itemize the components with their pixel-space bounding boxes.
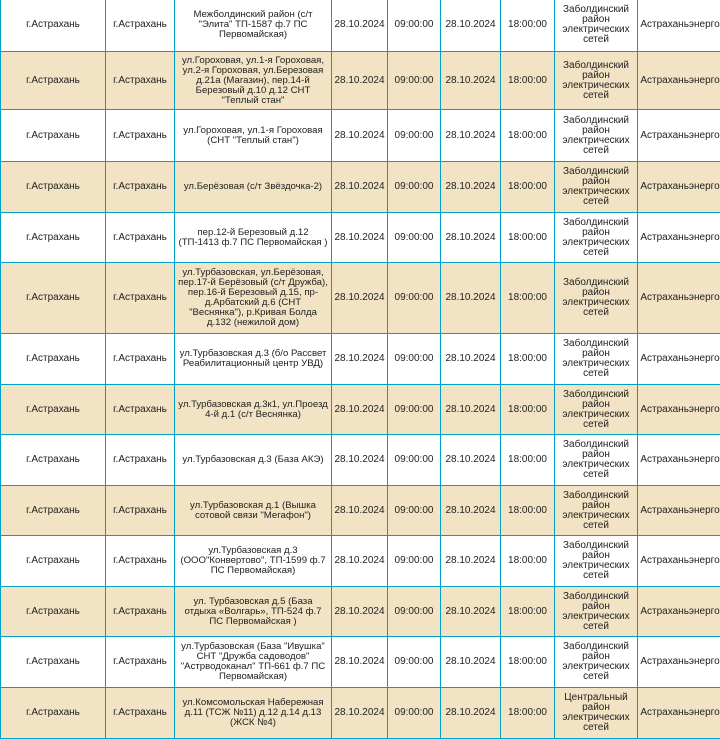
cell-district: Заболдинский район электрических сетей — [555, 213, 638, 263]
cell-date-start: 28.10.2024 — [332, 0, 388, 52]
table-row — [1, 486, 720, 536]
cell-organization: Астраханьэнерго — [638, 52, 720, 110]
cell-city: г.Астрахань — [1, 334, 106, 385]
cell-time-start: 09:00:00 — [388, 0, 441, 52]
cell-date-start: 28.10.2024 — [332, 334, 388, 385]
cell-date-start: 28.10.2024 — [332, 536, 388, 587]
cell-organization: Астраханьэнерго — [638, 334, 720, 385]
cell-date-end: 28.10.2024 — [441, 435, 501, 486]
cell-date-end: 28.10.2024 — [441, 536, 501, 587]
cell-organization: Астраханьэнерго — [638, 536, 720, 587]
cell-date-end: 28.10.2024 — [441, 0, 501, 52]
cell-address: ул.Гороховая, ул.1-я Гороховая, ул.2-я Гороховая, ул.Березовая д.21а (Магазин), пер.14-й Березовый д.10 д.12 СНТ "Теплый стан" — [175, 52, 332, 110]
cell-address: ул.Турбазовская д.3 (ООО"Конвертово", ТП-1599 ф.7 ПС Первомайская) — [175, 536, 332, 587]
cell-time-end: 18:00:00 — [501, 385, 555, 435]
cell-time-end: 18:00:00 — [501, 52, 555, 110]
cell-city: г.Астрахань — [1, 0, 106, 52]
cell-date-end: 28.10.2024 — [441, 637, 501, 688]
cell-time-end: 18:00:00 — [501, 688, 555, 739]
cell-city: г.Астрахань — [1, 486, 106, 536]
cell-district: Заболдинский район электрических сетей — [555, 587, 638, 637]
table-row — [1, 0, 720, 52]
table-row — [1, 162, 720, 213]
cell-city: г.Астрахань — [1, 435, 106, 486]
cell-time-start: 09:00:00 — [388, 688, 441, 739]
cell-date-end: 28.10.2024 — [441, 213, 501, 263]
cell-time-end: 18:00:00 — [501, 435, 555, 486]
cell-address: ул.Турбазовская д.3 (б/о Рассвет Реабилитационный центр УВД) — [175, 334, 332, 385]
table-row — [1, 637, 720, 688]
cell-time-start: 09:00:00 — [388, 637, 441, 688]
cell-locality: г.Астрахань — [106, 688, 175, 739]
cell-locality: г.Астрахань — [106, 587, 175, 637]
cell-date-start: 28.10.2024 — [332, 263, 388, 334]
cell-city: г.Астрахань — [1, 52, 106, 110]
cell-time-start: 09:00:00 — [388, 334, 441, 385]
cell-locality: г.Астрахань — [106, 385, 175, 435]
cell-time-start: 09:00:00 — [388, 536, 441, 587]
cell-address: ул.Турбазовская д.1 (Вышка сотовой связи "Мегафон") — [175, 486, 332, 536]
cell-district: Заболдинский район электрических сетей — [555, 162, 638, 213]
cell-locality: г.Астрахань — [106, 263, 175, 334]
cell-locality: г.Астрахань — [106, 435, 175, 486]
cell-date-start: 28.10.2024 — [332, 110, 388, 162]
cell-date-start: 28.10.2024 — [332, 688, 388, 739]
table-row — [1, 385, 720, 435]
cell-district: Заболдинский район электрических сетей — [555, 110, 638, 162]
cell-date-end: 28.10.2024 — [441, 162, 501, 213]
cell-city: г.Астрахань — [1, 263, 106, 334]
cell-address: ул. Турбазовская д.5 (База отдыха «Волгарь», ТП-524 ф.7 ПС Первомайская ) — [175, 587, 332, 637]
cell-organization: Астраханьэнерго — [638, 213, 720, 263]
cell-city: г.Астрахань — [1, 110, 106, 162]
cell-time-end: 18:00:00 — [501, 587, 555, 637]
cell-city: г.Астрахань — [1, 637, 106, 688]
cell-date-end: 28.10.2024 — [441, 52, 501, 110]
cell-date-end: 28.10.2024 — [441, 263, 501, 334]
cell-time-start: 09:00:00 — [388, 110, 441, 162]
cell-date-start: 28.10.2024 — [332, 162, 388, 213]
cell-time-start: 09:00:00 — [388, 52, 441, 110]
cell-locality: г.Астрахань — [106, 162, 175, 213]
cell-city: г.Астрахань — [1, 587, 106, 637]
cell-date-end: 28.10.2024 — [441, 385, 501, 435]
cell-address: ул.Берёзовая (с/т Звёздочка-2) — [175, 162, 332, 213]
cell-time-end: 18:00:00 — [501, 0, 555, 52]
cell-district: Заболдинский район электрических сетей — [555, 0, 638, 52]
cell-district: Заболдинский район электрических сетей — [555, 334, 638, 385]
cell-time-start: 09:00:00 — [388, 486, 441, 536]
cell-address: Межболдинский район (с/т "Элита" ТП-1587 ф.7 ПС Первомайская) — [175, 0, 332, 52]
cell-time-end: 18:00:00 — [501, 263, 555, 334]
cell-locality: г.Астрахань — [106, 637, 175, 688]
table-row — [1, 587, 720, 637]
cell-address: ул.Турбазовская (База "Ивушка" СНТ "Дружба садоводов" "Астрводоканал" ТП-661 ф.7 ПС Первомайская) — [175, 637, 332, 688]
cell-organization: Астраханьэнерго — [638, 435, 720, 486]
cell-locality: г.Астрахань — [106, 536, 175, 587]
cell-date-start: 28.10.2024 — [332, 587, 388, 637]
cell-locality: г.Астрахань — [106, 486, 175, 536]
cell-address: ул.Турбазовская д.3 (База АКЭ) — [175, 435, 332, 486]
cell-district: Заболдинский район электрических сетей — [555, 486, 638, 536]
cell-city: г.Астрахань — [1, 385, 106, 435]
cell-date-start: 28.10.2024 — [332, 637, 388, 688]
cell-time-start: 09:00:00 — [388, 435, 441, 486]
table-row — [1, 435, 720, 486]
cell-district: Заболдинский район электрических сетей — [555, 536, 638, 587]
cell-organization: Астраханьэнерго — [638, 162, 720, 213]
cell-organization: Астраханьэнерго — [638, 486, 720, 536]
cell-city: г.Астрахань — [1, 162, 106, 213]
table-row — [1, 52, 720, 110]
cell-time-end: 18:00:00 — [501, 536, 555, 587]
cell-district: Заболдинский район электрических сетей — [555, 435, 638, 486]
table-row — [1, 213, 720, 263]
cell-district: Заболдинский район электрических сетей — [555, 52, 638, 110]
cell-locality: г.Астрахань — [106, 52, 175, 110]
cell-date-end: 28.10.2024 — [441, 486, 501, 536]
cell-time-start: 09:00:00 — [388, 385, 441, 435]
cell-locality: г.Астрахань — [106, 110, 175, 162]
cell-date-end: 28.10.2024 — [441, 587, 501, 637]
cell-organization: Астраханьэнерго — [638, 110, 720, 162]
cell-time-end: 18:00:00 — [501, 334, 555, 385]
table-row — [1, 110, 720, 162]
cell-time-end: 18:00:00 — [501, 110, 555, 162]
cell-date-start: 28.10.2024 — [332, 213, 388, 263]
cell-time-end: 18:00:00 — [501, 637, 555, 688]
cell-time-start: 09:00:00 — [388, 162, 441, 213]
cell-address: ул.Гороховая, ул.1-я Гороховая (СНТ "Теплый стан") — [175, 110, 332, 162]
cell-date-start: 28.10.2024 — [332, 435, 388, 486]
cell-district: Заболдинский район электрических сетей — [555, 637, 638, 688]
cell-date-start: 28.10.2024 — [332, 52, 388, 110]
cell-address: ул.Турбазовская, ул.Берёзовая, пер.17-й Берёзовый (с/т Дружба), пер.16-й Березовый д.15, пр-д.Арбатский д.6 (СНТ "Веснянка"), р.Кривая Болда д.132 (нежилой дом) — [175, 263, 332, 334]
cell-organization: Астраханьэнерго — [638, 263, 720, 334]
cell-city: г.Астрахань — [1, 688, 106, 739]
cell-district: Заболдинский район электрических сетей — [555, 385, 638, 435]
table-row — [1, 263, 720, 334]
cell-city: г.Астрахань — [1, 536, 106, 587]
cell-time-end: 18:00:00 — [501, 213, 555, 263]
cell-address: ул.Комсомольская Набережная д.11 (ТСЖ №11) д.12 д.14 д.13 (ЖСК №4) — [175, 688, 332, 739]
table-body — [1, 0, 720, 739]
cell-date-end: 28.10.2024 — [441, 688, 501, 739]
cell-date-end: 28.10.2024 — [441, 334, 501, 385]
table-row — [1, 334, 720, 385]
cell-time-start: 09:00:00 — [388, 587, 441, 637]
cell-date-start: 28.10.2024 — [332, 486, 388, 536]
cell-organization: Астраханьэнерго — [638, 688, 720, 739]
table-row — [1, 688, 720, 739]
cell-address: ул.Турбазовская д.3к1, ул.Проезд 4-й д.1 (с/т Веснянка) — [175, 385, 332, 435]
cell-locality: г.Астрахань — [106, 213, 175, 263]
cell-time-start: 09:00:00 — [388, 213, 441, 263]
cell-organization: Астраханьэнерго — [638, 385, 720, 435]
cell-time-start: 09:00:00 — [388, 263, 441, 334]
cell-time-end: 18:00:00 — [501, 486, 555, 536]
cell-address: пер.12-й Березовый д.12 (ТП-1413 ф.7 ПС Первомайская ) — [175, 213, 332, 263]
cell-organization: Астраханьэнерго — [638, 0, 720, 52]
cell-city: г.Астрахань — [1, 213, 106, 263]
cell-locality: г.Астрахань — [106, 334, 175, 385]
cell-time-end: 18:00:00 — [501, 162, 555, 213]
cell-organization: Астраханьэнерго — [638, 587, 720, 637]
cell-district: Заболдинский район электрических сетей — [555, 263, 638, 334]
cell-date-end: 28.10.2024 — [441, 110, 501, 162]
table-row — [1, 536, 720, 587]
cell-district: Центральный район электрических сетей — [555, 688, 638, 739]
cell-date-start: 28.10.2024 — [332, 385, 388, 435]
cell-locality: г.Астрахань — [106, 0, 175, 52]
cell-organization: Астраханьэнерго — [638, 637, 720, 688]
